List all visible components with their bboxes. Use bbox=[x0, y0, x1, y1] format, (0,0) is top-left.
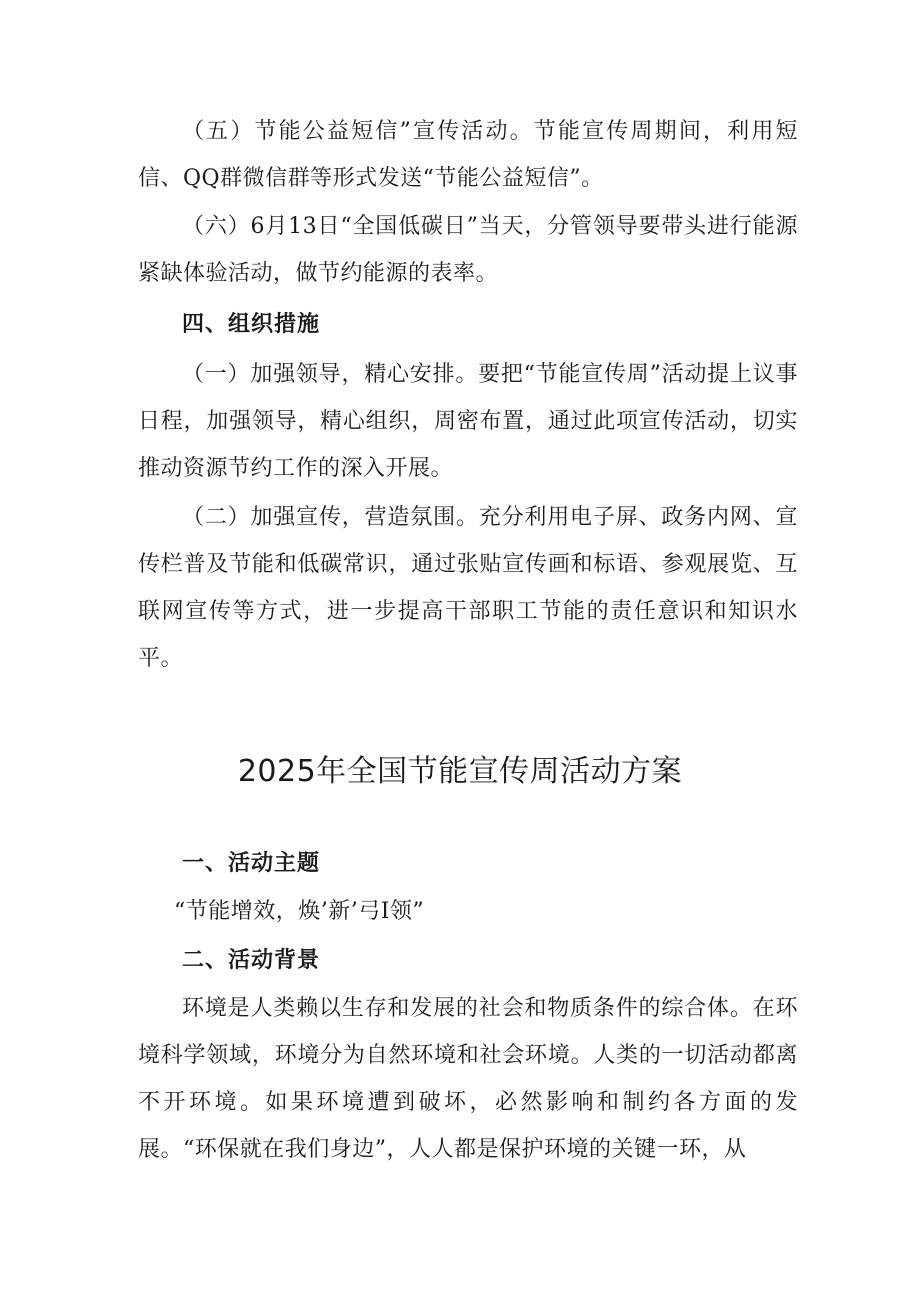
paragraph-background: 环境是人类赖以生存和发展的社会和物质条件的综合体。在环境科学领域，环境分为自然环境和社会环境。人类的一切活动都离不开环境。如果环境遭到破坏，必然影响和制约各方面的发展。“环保就在我们身边”，人人都是保护环境的关键一环，从 bbox=[138, 996, 798, 1162]
paragraph-publicity: （二）加强宣传，营造氛围。充分利用电子屏、政务内网、宣传栏普及节能和低碳常识，通过张贴宣传画和标语、参观展览、互联网宣传等方式，进一步提高干部职工节能的责任意识和知识水平。 bbox=[138, 505, 798, 671]
paragraph-leadership: （一）加强领导，精心安排。要把“节能宣传周”活动提上议事日程，加强领导，精心组织，周密布置，通过此项宣传活动，切实推动资源节约工作的深入开展。 bbox=[138, 362, 798, 481]
paragraph-item-5: （五）节能公益短信”宣传活动。节能宣传周期间，利用短信、QQ群微信群等形式发送“节能公益短信”。 bbox=[138, 119, 798, 191]
section-heading-organization: 四、组织措施 bbox=[182, 312, 321, 337]
section-heading-theme: 一、活动主题 bbox=[182, 851, 321, 876]
document-title: 2025年全国节能宣传周活动方案 bbox=[237, 754, 683, 789]
activity-theme-text: “节能增效，焕’新’弓I领” bbox=[174, 899, 425, 924]
paragraph-item-6: （六）6月13日“全国低碳日”当天，分管领导要带头进行能源紧缺体验活动，做节约能源的表率。 bbox=[138, 214, 798, 286]
section-heading-background: 二、活动背景 bbox=[182, 948, 321, 973]
